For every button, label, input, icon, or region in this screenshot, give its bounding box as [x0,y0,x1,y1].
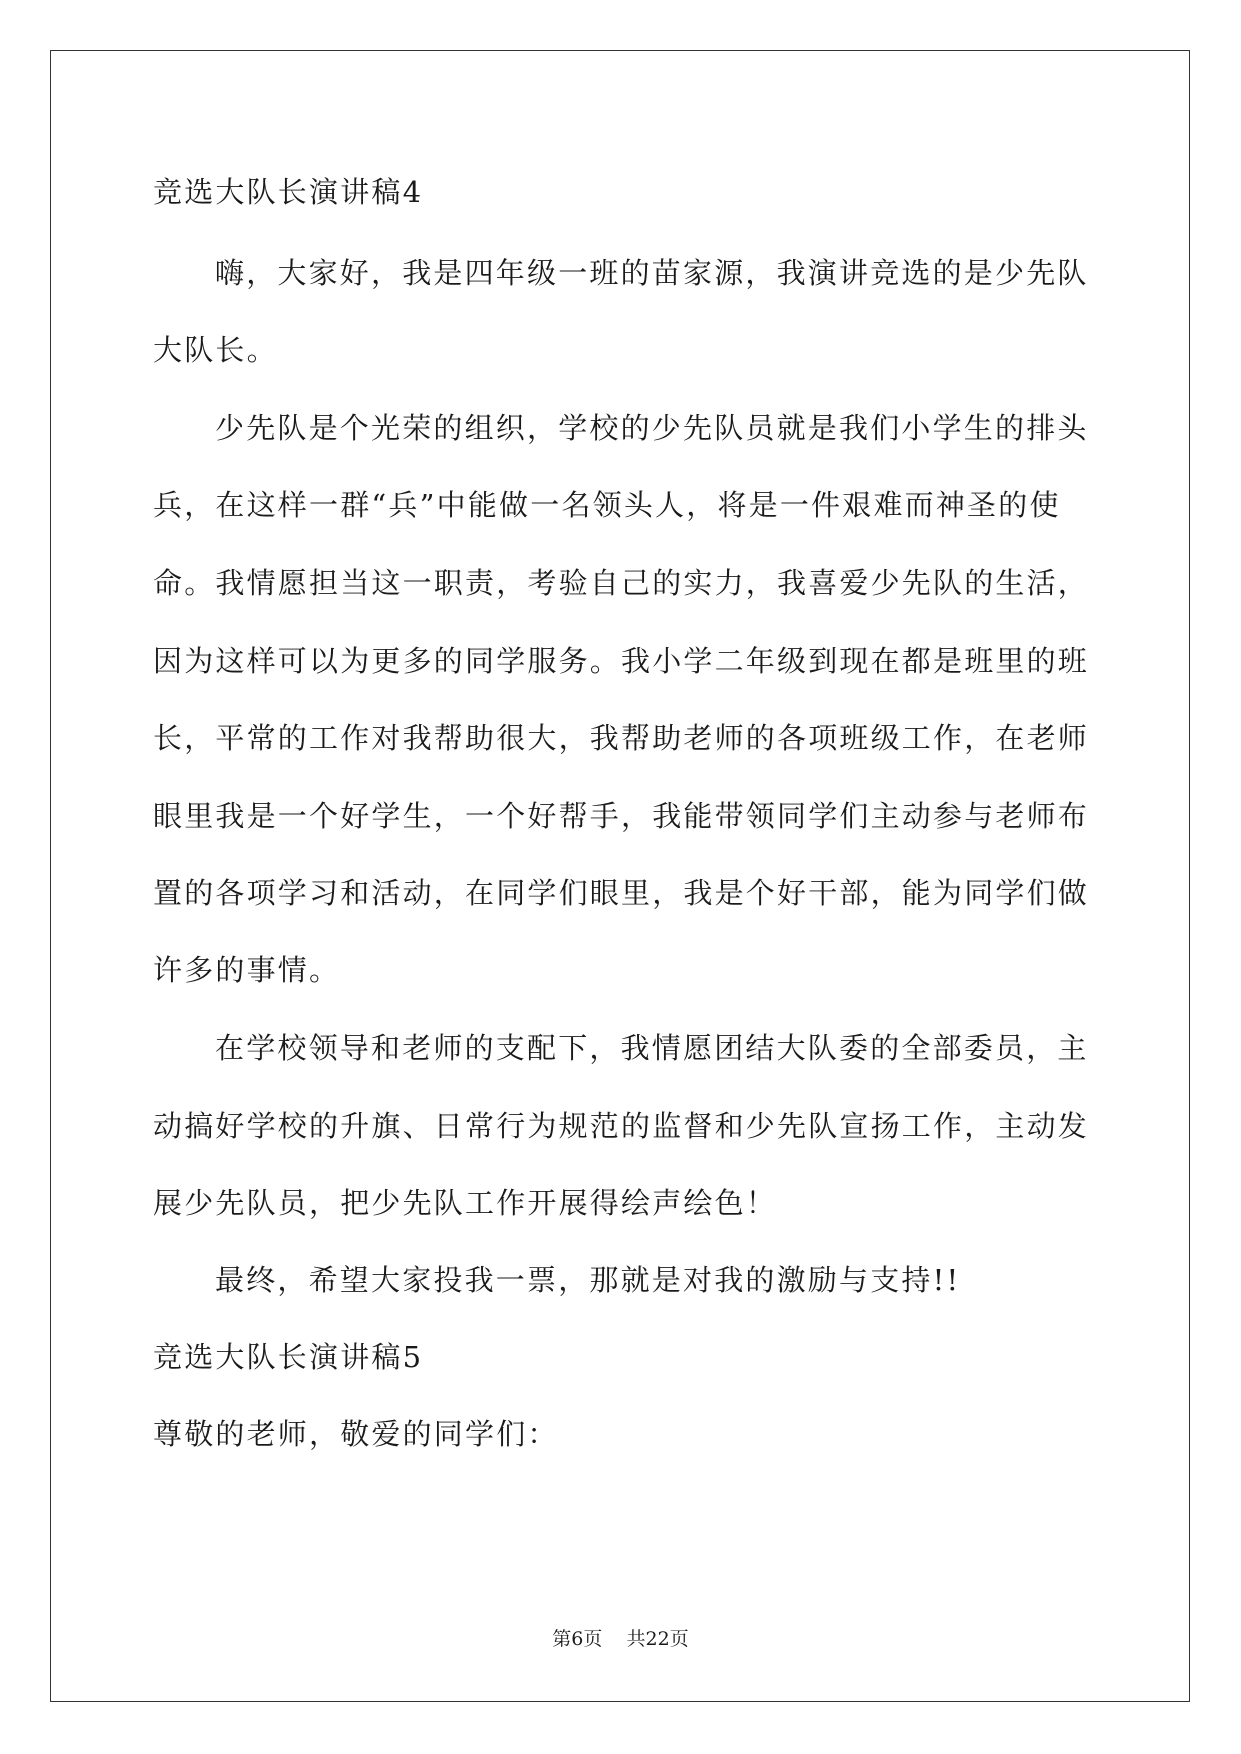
paragraph-line: 眼里我是一个好学生，一个好帮手，我能带领同学们主动参与老师布 [153,799,1090,833]
paragraph-line: 尊敬的老师，敬爱的同学们： [153,1417,559,1451]
paragraph-line: 许多的事情。 [153,953,341,987]
page-total: 共22页 [626,1628,689,1650]
paragraph-line: 嗨，大家好，我是四年级一班的苗家源，我演讲竞选的是少先队 [215,256,1089,290]
page-number: 第6页 [552,1628,603,1650]
paragraph-line: 动搞好学校的升旗、日常行为规范的监督和少先队宣扬工作，主动发 [153,1109,1090,1143]
paragraph-line: 展少先队员，把少先队工作开展得绘声绘色！ [153,1186,778,1220]
paragraph-line: 兵，在这样一群“兵”中能做一名领头人，将是一件艰难而神圣的使 [153,488,1061,522]
paragraph-line: 命。我情愿担当这一职责，考验自己的实力，我喜爱少先队的生活， [153,566,1090,600]
paragraph-line: 在学校领导和老师的支配下，我情愿团结大队委的全部委员，主 [215,1031,1089,1065]
paragraph-line: 少先队是个光荣的组织，学校的少先队员就是我们小学生的排头 [215,411,1089,445]
page-footer [0,1627,1241,1651]
paragraph-line: 因为这样可以为更多的同学服务。我小学二年级到现在都是班里的班 [153,644,1090,678]
paragraph-line: 长，平常的工作对我帮助很大，我帮助老师的各项班级工作，在老师 [153,721,1090,755]
paragraph-line: 置的各项学习和活动，在同学们眼里，我是个好干部，能为同学们做 [153,876,1090,910]
section-title: 竞选大队长演讲稿5 [153,1340,424,1374]
paragraph-line: 大队长。 [153,333,278,367]
paragraph-line: 最终，希望大家投我一票，那就是对我的激励与支持!! [215,1263,961,1297]
section-title: 竞选大队长演讲稿4 [153,175,424,209]
